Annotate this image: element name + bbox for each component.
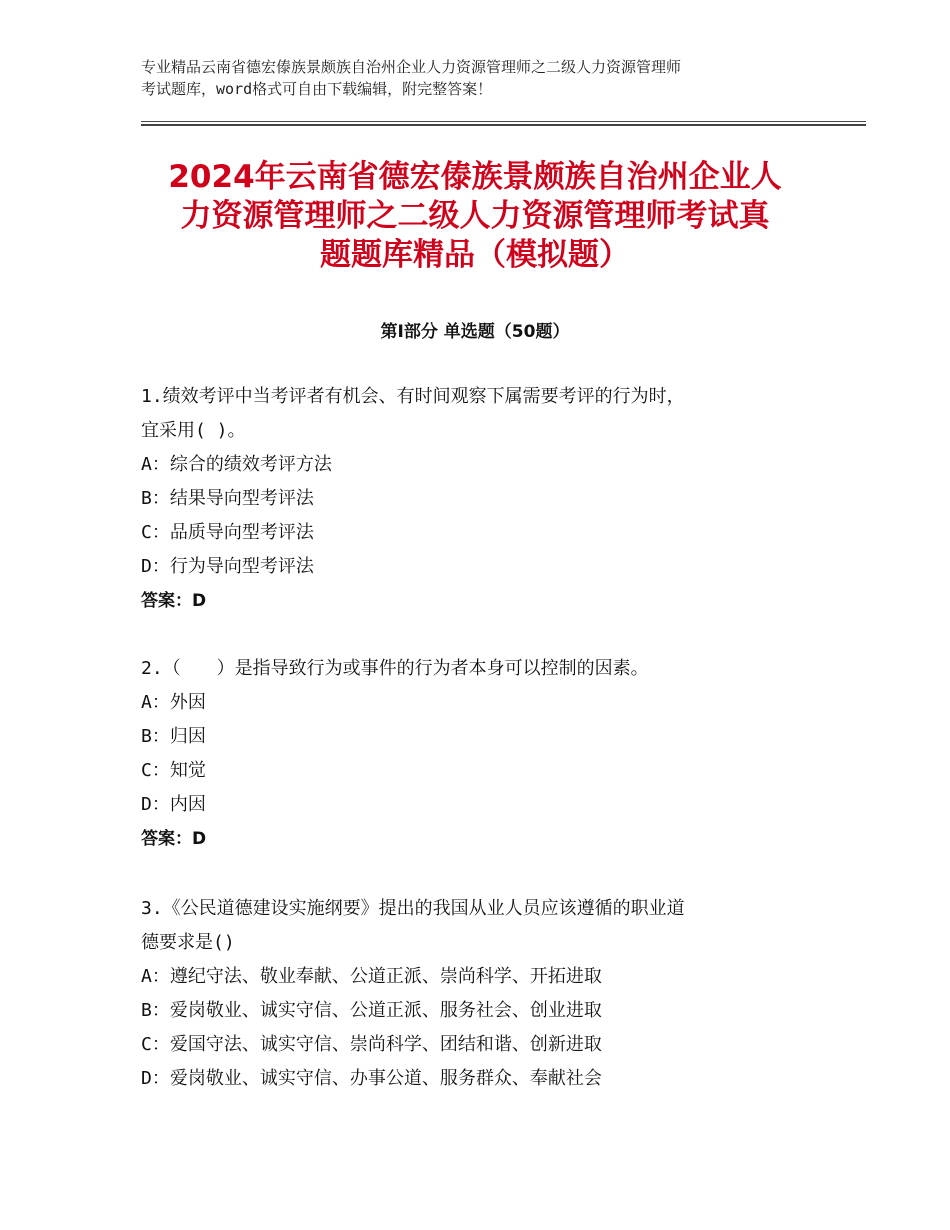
header-note	[141, 56, 821, 100]
section-heading: 第Ⅰ部分 单选题（50题）	[380, 322, 570, 342]
question-stem: 1.绩效考评中当考评者有机会、有时间观察下属需要考评的行为时，	[141, 386, 685, 407]
answer-label: 答案：D	[141, 829, 207, 849]
option-b: B：爱岗敬业、诚实守信、公道正派、服务社会、创业进取	[141, 1000, 602, 1021]
option-c: C：品质导向型考评法	[141, 522, 314, 543]
question-stem: 德要求是()	[141, 932, 235, 953]
question-stem: 3.《公民道德建设实施纲要》提出的我国从业人员应该遵循的职业道	[141, 898, 685, 919]
header-divider-thin	[141, 121, 866, 122]
option-b: B：结果导向型考评法	[141, 488, 314, 509]
option-a: A：综合的绩效考评方法	[141, 454, 332, 475]
document-title	[135, 158, 815, 275]
option-a: A：遵纪守法、敬业奉献、公道正派、崇尚科学、开拓进取	[141, 966, 602, 987]
option-a: A：外因	[141, 692, 206, 713]
title-line: 力资源管理师之二级人力资源管理师考试真	[180, 198, 770, 234]
title-line: 题题库精品（模拟题）	[320, 237, 630, 273]
header-note-line: 考试题库，word格式可自由下载编辑，附完整答案！	[141, 80, 493, 98]
question-3	[141, 892, 811, 1096]
header-note-line: 专业精品云南省德宏傣族景颇族自治州企业人力资源管理师之二级人力资源管理师	[141, 58, 682, 76]
title-line: 2024年云南省德宏傣族景颇族自治州企业人	[168, 159, 782, 195]
question-stem: 2.（ ）是指导致行为或事件的行为者本身可以控制的因素。	[141, 658, 649, 679]
option-d: D：内因	[141, 794, 206, 815]
option-b: B：归因	[141, 726, 206, 747]
answer-label: 答案：D	[141, 591, 207, 611]
option-d: D：爱岗敬业、诚实守信、办事公道、服务群众、奉献社会	[141, 1068, 602, 1089]
question-1	[141, 380, 811, 618]
header-divider-thick	[141, 124, 866, 126]
question-stem: 宜采用( )。	[141, 420, 246, 441]
option-c: C：爱国守法、诚实守信、崇尚科学、团结和谐、创新进取	[141, 1034, 602, 1055]
question-2	[141, 652, 811, 856]
option-d: D：行为导向型考评法	[141, 556, 314, 577]
option-c: C：知觉	[141, 760, 206, 781]
